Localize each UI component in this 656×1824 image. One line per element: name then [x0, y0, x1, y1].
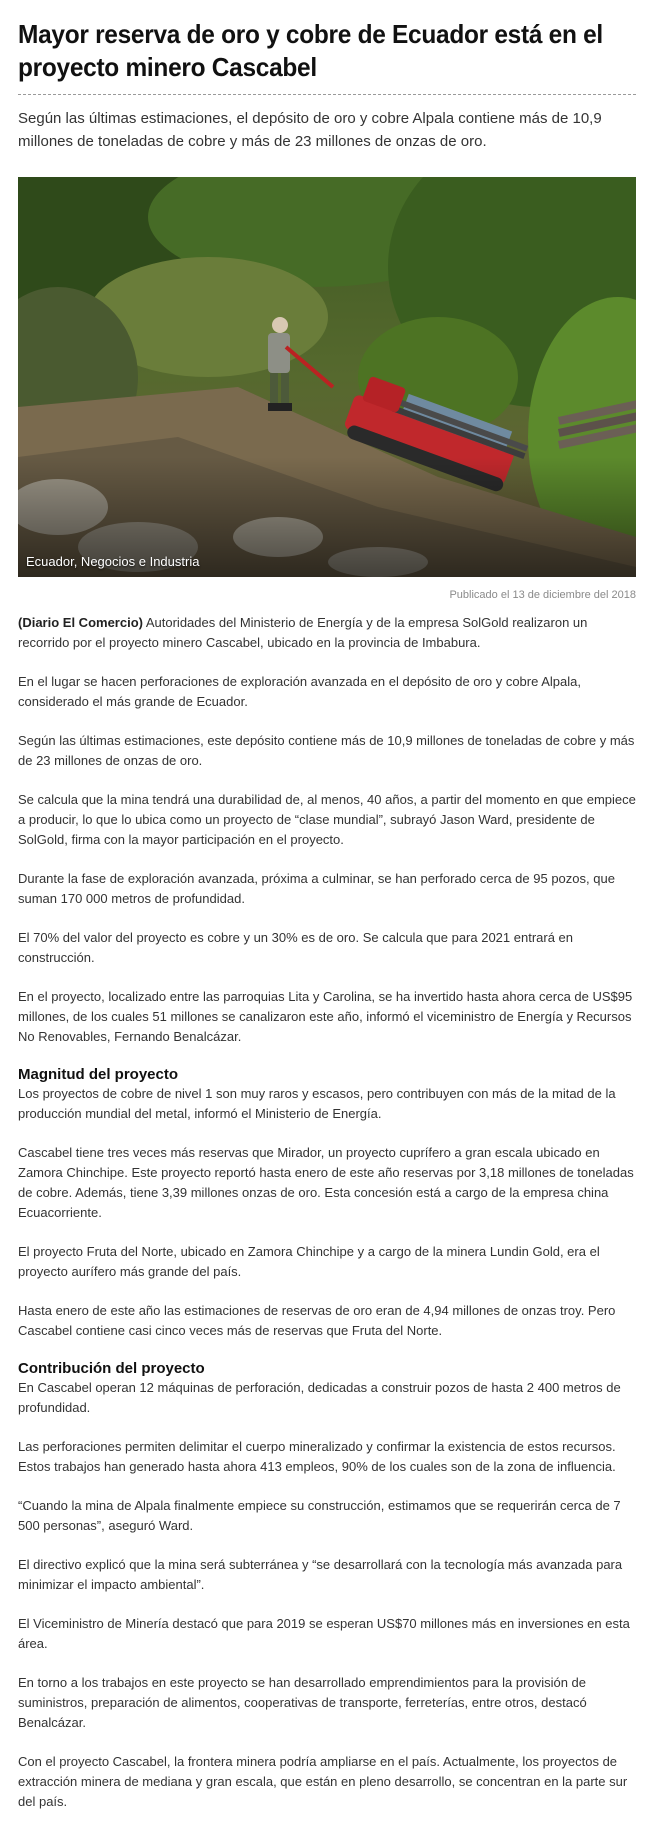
paragraph: Los proyectos de cobre de nivel 1 son muy raros y escasos, pero contribuyen con más de la mitad de la producción mundial del metal, informó el Ministerio de Energía. — [18, 1086, 616, 1121]
paragraph: En torno a los trabajos en este proyecto se han desarrollado emprendimientos para la provisión de suministros, preparación de alimentos, cooperativas de transporte, ferreterías, entre otros, destacó Benalcázar. — [18, 1675, 587, 1730]
paragraph: El proyecto Fruta del Norte, ubicado en Zamora Chinchipe y a cargo de la minera Lundin Gold, era el proyecto aurífero más grande del país. — [18, 1244, 600, 1279]
paragraph: Se calcula que la mina tendrá una durabilidad de, al menos, 40 años, a partir del momento en que empiece a producir, lo que lo ubica como un proyecto de “clase mundial”, subrayó Jason Ward, presidente de SolGold, firma con la mayor participación en el proyecto. — [18, 792, 636, 847]
published-date: Publicado el 13 de diciembre del 2018 — [449, 589, 636, 601]
section-heading: Contribución del proyecto — [18, 1360, 205, 1377]
title-divider — [18, 94, 636, 95]
mining-site-photo — [18, 177, 636, 577]
paragraph: Durante la fase de exploración avanzada, próxima a culminar, se han perforado cerca de 95 pozos, que suman 170 000 metros de profundidad. — [18, 871, 615, 906]
section-heading: Magnitud del proyecto — [18, 1066, 179, 1083]
paragraph-text: Autoridades del Ministerio de Energía y de la empresa SolGold realizaron un recorrido por el proyecto minero Cascabel, ubicado en la provincia de Imbabura. — [18, 615, 588, 650]
paragraph: Hasta enero de este año las estimaciones de reservas de oro eran de 4,94 millones de onzas troy. Pero Cascabel contiene casi cinco veces más de reservas que Fruta del Norte. — [18, 1303, 616, 1338]
paragraph: El 70% del valor del proyecto es cobre y un 30% es de oro. Se calcula que para 2021 entrará en construcción. — [18, 930, 574, 965]
paragraph: En Cascabel operan 12 máquinas de perforación, dedicadas a construir pozos de hasta 2 400 metros de profundidad. — [18, 1380, 621, 1415]
image-caption: Ecuador, Negocios e Industria — [26, 554, 200, 569]
paragraph: El Viceministro de Minería destacó que para 2019 se esperan US$70 millones más en inversiones en esta área. — [18, 1616, 630, 1651]
paragraph: “Cuando la mina de Alpala finalmente empiece su construcción, estimamos que se requerirán cerca de 7 500 personas”, aseguró Ward. — [18, 1498, 621, 1533]
article-lead: Según las últimas estimaciones, el depósito de oro y cobre Alpala contiene más de 10,9 millones de toneladas de cobre y más de 23 millones de onzas de oro. — [18, 110, 602, 150]
paragraph: En el proyecto, localizado entre las parroquias Lita y Carolina, se ha invertido hasta ahora cerca de US$95 millones, de los cuales 51 millones se canalizaron este año, informó el viceministro de Energía y Recursos No Renovables, Fernando Benalcázar. — [18, 989, 633, 1044]
paragraph: En el lugar se hacen perforaciones de exploración avanzada en el depósito de oro y cobre Alpala, considerado el más grande de Ecuador. — [18, 674, 581, 709]
paragraph: Las perforaciones permiten delimitar el cuerpo mineralizado y confirmar la existencia de estos recursos. Estos trabajos han generado hasta ahora 413 empleos, 90% de los cuales son de la zona de influencia. — [18, 1439, 616, 1474]
paragraph: Cascabel tiene tres veces más reservas que Mirador, un proyecto cuprífero a gran escala ubicado en Zamora Chinchipe. Este proyecto reportó hasta enero de este año reservas por 3,18 millones de toneladas de cobre. Además, tiene 3,39 millones onzas de oro. Esta concesión está a cargo de la empresa china Ecuacorriente. — [18, 1145, 634, 1220]
article-body — [18, 613, 638, 1812]
paragraph — [18, 613, 636, 653]
source-label: (Diario El Comercio) — [18, 615, 143, 630]
paragraph: Según las últimas estimaciones, este depósito contiene más de 10,9 millones de toneladas de cobre y más de 23 millones de onzas de oro. — [18, 733, 635, 768]
article-title: Mayor reserva de oro y cobre de Ecuador está en el proyecto minero Cascabel — [18, 19, 603, 82]
article-photo — [18, 177, 636, 577]
paragraph: Con el proyecto Cascabel, la frontera minera podría ampliarse en el país. Actualmente, los proyectos de extracción minera de mediana y gran escala, que están en pleno desarrollo, se concentran en la parte sur del país. — [18, 1754, 628, 1809]
paragraph: El directivo explicó que la mina será subterránea y “se desarrollará con la tecnología más avanzada para minimizar el impacto ambiental”. — [18, 1557, 623, 1592]
